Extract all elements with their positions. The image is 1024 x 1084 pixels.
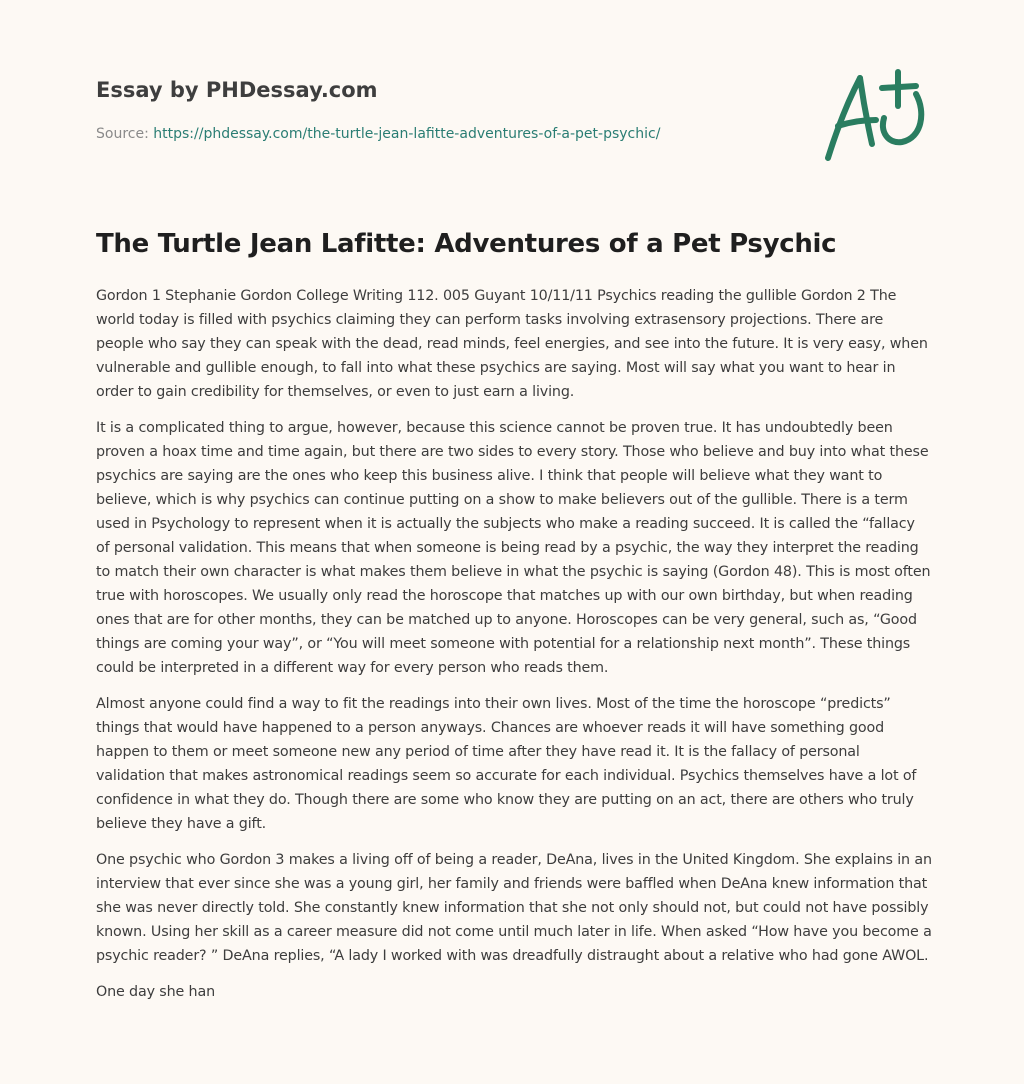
source-line [96, 125, 796, 143]
a-plus-grade-icon [818, 66, 928, 166]
essay-paragraph: One psychic who Gordon 3 makes a living off of being a reader, DeAna, lives in the United Kingdom. She explains in an interview that ever since she was a young girl, her family and friends were baffled when DeAna knew information that she was never directly told. She constantly knew information that she not only should not, but could not have possibly known. Using her skill as a career measure did not come until much later in life. When asked “How have you become a psychic reader? ” DeAna replies, “A lady I worked with was dreadfully distraught about a relative who had gone AWOL. [96, 852, 932, 964]
source-link[interactable]: https://phdessay.com/the-turtle-jean-lafitte-adventures-of-a-pet-psychic/ [153, 126, 661, 142]
source-label: Source: [96, 126, 149, 142]
page-header [96, 76, 796, 143]
essay-paragraph: It is a complicated thing to argue, however, because this science cannot be proven true. It has undoubtedly been proven a hoax time and time again, but there are two sides to every story. Those who believe and buy into what these psychics are saying are the ones who keep this business alive. I think that people will believe what they want to believe, which is why psychics can continue putting on a show to make believers out of the gullible. There is a term used in Psychology to represent when it is actually the subjects who make a reading succeed. It is called the “fallacy of personal validation. This means that when someone is being read by a psychic, the way they interpret the reading to match their own character is what makes them believe in what the psychic is saying (Gordon 48). This is most often true with horoscopes. We usually only read the horoscope that matches up with our own birthday, but when reading ones that are for other months, they can be matched up to anyone. Horoscopes can be very general, such as, “Good things are coming your way”, or “You will meet someone with potential for a relationship next month”. These things could be interpreted in a different way for every person who reads them. [96, 420, 931, 676]
site-title: Essay by PHDessay.com [96, 78, 378, 102]
essay-title: The Turtle Jean Lafitte: Adventures of a Pet Psychic [96, 229, 837, 259]
essay-paragraph: Gordon 1 Stephanie Gordon College Writing 112. 005 Guyant 10/11/11 Psychics reading the gullible Gordon 2 The world today is filled with psychics claiming they can perform tasks involving extrasensory projections. There are people who say they can speak with the dead, read minds, feel energies, and see into the future. It is very easy, when vulnerable and gullible enough, to fall into what these psychics are saying. Most will say what you want to hear in order to gain credibility for themselves, or even to just earn a living. [96, 288, 928, 400]
essay-article [96, 226, 932, 1016]
essay-paragraph: One day she han [96, 984, 215, 1000]
essay-paragraph: Almost anyone could find a way to fit the readings into their own lives. Most of the time the horoscope “predicts” things that would have happened to a person anyways. Chances are whoever reads it will have something good happen to them or meet someone new any period of time after they have read it. It is the fallacy of personal validation that makes astronomical readings seem so accurate for each individual. Psychics themselves have a lot of confidence in what they do. Though there are some who know they are putting on an act, there are others who truly believe they have a gift. [96, 696, 917, 832]
